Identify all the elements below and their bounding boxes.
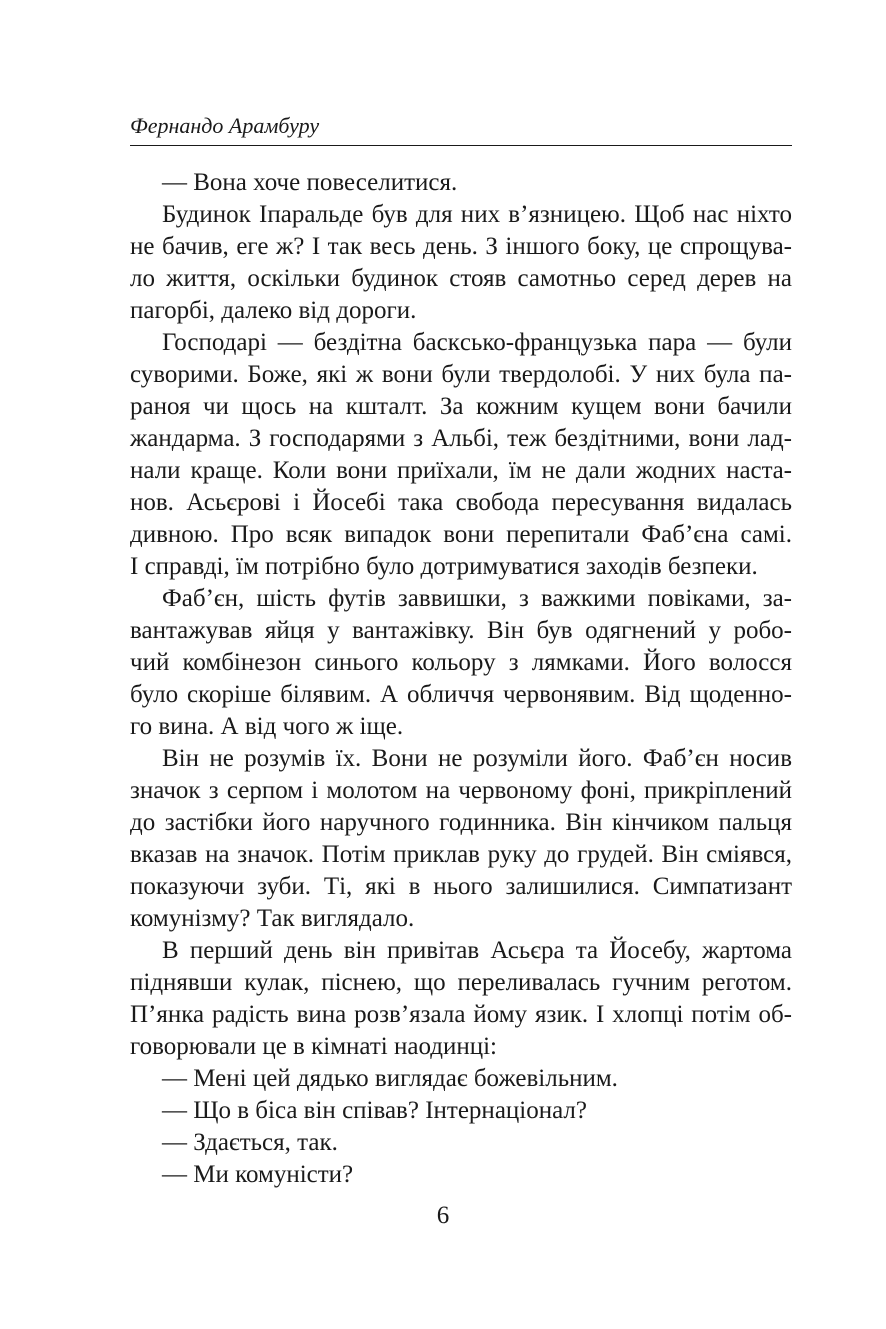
text-line: комунізму? Так виглядало. bbox=[130, 905, 415, 932]
text-line: піднявши кулак, піснею, що переливалась гучним реготом. bbox=[130, 969, 792, 996]
text-line: чий комбінезон синього кольору з лямками. Його волосся bbox=[130, 649, 792, 676]
text-line: жандарма. З господарями з Альбі, теж бездітними, вони лад- bbox=[130, 425, 792, 452]
text-line: вантажував яйця у вантажівку. Він був одягнений у робо- bbox=[130, 617, 792, 644]
text-line: дивною. Про всяк випадок вони перепитали Фаб’єна самі. bbox=[130, 521, 792, 548]
text-line: до застібки його наручного годинника. Він кінчиком пальця bbox=[130, 809, 792, 836]
text-line: вказав на значок. Потім приклав руку до грудей. Він сміявся, bbox=[130, 841, 792, 868]
text-line: було скоріше білявим. А обличчя червонявим. Від щоденно- bbox=[130, 681, 792, 708]
text-line: нов. Асьєрові і Йосебі така свобода пересування видалась bbox=[130, 489, 792, 516]
text-line: нали краще. Коли вони приїхали, їм не дали жодних настa- bbox=[130, 457, 792, 484]
text-line: пагорбі, далеко від дороги. bbox=[130, 297, 417, 324]
text-line: — Що в біса він співав? Інтернаціонал? bbox=[162, 1097, 587, 1124]
text-line: го вина. А від чого ж іще. bbox=[130, 713, 404, 740]
text-line: говорювали це в кімнаті наодинці: bbox=[130, 1033, 497, 1060]
text-line: показуючи зуби. Ті, які в нього залишилися. Симпатизант bbox=[130, 873, 792, 900]
text-line: Він не розумів їх. Вони не розуміли його. Фаб’єн носив bbox=[162, 745, 792, 772]
running-head-author: Фернандо Арамбуру bbox=[130, 113, 320, 138]
page-number: 6 bbox=[436, 1202, 450, 1229]
text-line: В перший день він привітав Асьєра та Йосебу, жартома bbox=[162, 937, 792, 964]
text-line: П’янка радість вина розв’язала йому язик. І хлопці потім об- bbox=[130, 1001, 792, 1028]
body-text bbox=[130, 167, 792, 1191]
text-line: Будинок Іпаральде був для них в’язницею. Щоб нас ніхто bbox=[162, 201, 792, 228]
text-line: — Ми комуністи? bbox=[162, 1161, 354, 1188]
text-line: не бачив, еге ж? І так весь день. З іншого боку, це спрощува- bbox=[130, 233, 792, 260]
text-line: суворими. Боже, які ж вони були твердолобі. У них була па- bbox=[130, 361, 792, 388]
header-rule bbox=[130, 145, 792, 146]
text-line: Господарі — бездітна баскcько-французька пара — були bbox=[162, 329, 792, 356]
text-line: — Мені цей дядько виглядає божевільним. bbox=[162, 1065, 618, 1092]
text-line: раноя чи щось на кшталт. За кожним кущем вони бачили bbox=[130, 393, 792, 420]
text-line: І справді, їм потрібно було дотримуватися заходів безпеки. bbox=[130, 553, 758, 580]
text-line: — Вона хоче повеселитися. bbox=[162, 169, 458, 196]
text-line: — Здається, так. bbox=[162, 1129, 338, 1156]
text-line: Фаб’єн, шість футів заввишки, з важкими повіками, за- bbox=[162, 585, 792, 612]
text-line: ло життя, оскільки будинок стояв самотньо серед дерев на bbox=[130, 265, 792, 292]
text-line: значок з серпом і молотом на червоному фоні, прикріплений bbox=[130, 777, 792, 804]
